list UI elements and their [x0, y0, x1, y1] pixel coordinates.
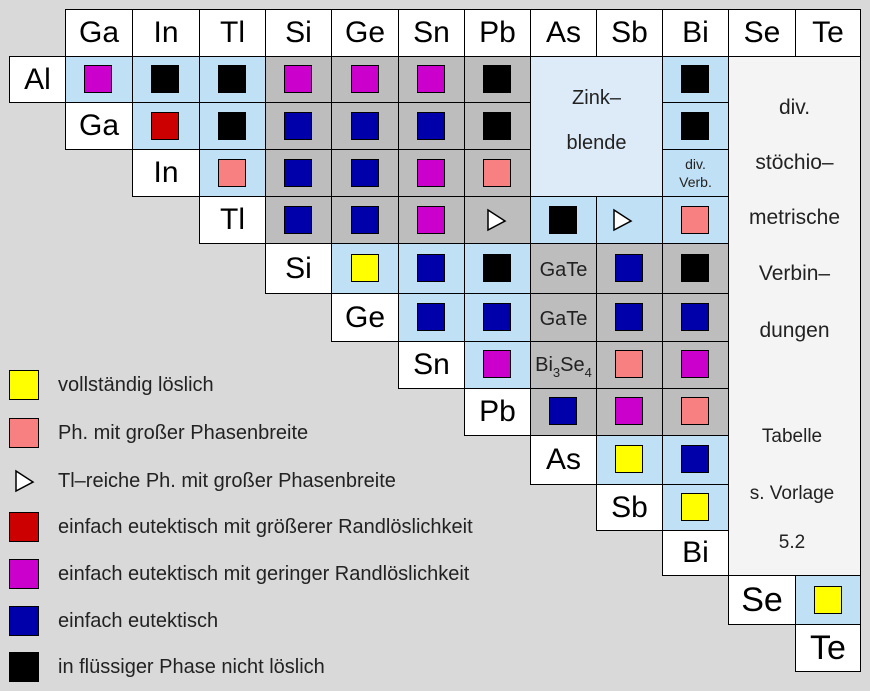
swatch-ga-si — [284, 112, 312, 140]
swatch-ga-in — [151, 112, 179, 140]
legend-label: in flüssiger Phase nicht löslich — [58, 656, 325, 678]
swatch-si-pb — [483, 254, 511, 282]
row-header-si: Si — [265, 243, 332, 294]
swatch-tl-ge — [351, 206, 379, 234]
zinkblende-label-line1: Zink– — [572, 87, 621, 109]
swatch-si-bi — [681, 254, 709, 282]
swatch-sn-sb — [615, 350, 643, 378]
swatch-sb-bi — [681, 493, 709, 521]
legend-swatch-magenta — [9, 559, 39, 589]
column-header-sb: Sb — [596, 9, 663, 57]
swatch-pb-sb — [615, 397, 643, 425]
column-header-bi: Bi — [662, 9, 729, 57]
zinkblende-region — [530, 56, 663, 197]
legend-label: Tl–reiche Ph. mit großer Phasenbreite — [58, 470, 396, 492]
column-header-tl: Tl — [199, 9, 266, 57]
legend-swatch-red — [9, 512, 39, 542]
swatch-in-sn — [417, 159, 445, 187]
swatch-al-sn — [417, 65, 445, 93]
column-header-pb: Pb — [464, 9, 531, 57]
triangle-icon — [609, 207, 635, 233]
row-header-pb: Pb — [464, 388, 531, 436]
swatch-as-bi — [681, 445, 709, 473]
row-header-al: Al — [9, 56, 66, 103]
column-header-ga: Ga — [65, 9, 133, 57]
swatch-al-si — [284, 65, 312, 93]
swatch-ga-ge — [351, 112, 379, 140]
zinkblende-label-line2: blende — [566, 132, 627, 154]
row-header-ga: Ga — [65, 102, 133, 150]
swatch-pb-as — [549, 397, 577, 425]
bi3se4-label: $Bi_3Se_4$ — [535, 354, 592, 380]
column-header-as: As — [530, 9, 597, 57]
swatch-si-sb — [615, 254, 643, 282]
swatch-al-pb — [483, 65, 511, 93]
row-header-ge: Ge — [331, 293, 399, 342]
legend-swatch-black — [9, 652, 39, 682]
gate-label-si-as: GaTe — [539, 259, 588, 281]
legend-label: vollständig löslich — [58, 374, 214, 396]
row-header-se: Se — [728, 575, 796, 625]
swatch-al-ga — [84, 65, 112, 93]
div-col-line1: div. — [778, 96, 811, 119]
column-header-sn: Sn — [398, 9, 465, 57]
row-header-te: Te — [795, 624, 861, 672]
triangle-icon — [11, 468, 37, 494]
swatch-al-bi — [681, 65, 709, 93]
swatch-pb-bi — [681, 397, 709, 425]
swatch-ga-bi — [681, 112, 709, 140]
swatch-in-ge — [351, 159, 379, 187]
tabelle-line3: 5.2 — [778, 532, 806, 553]
swatch-in-si — [284, 159, 312, 187]
swatch-ge-sb — [615, 303, 643, 331]
triangle-icon — [483, 207, 509, 233]
tabelle-line2: s. Vorlage — [749, 483, 835, 504]
swatch-tl-bi — [681, 206, 709, 234]
legend-swatch-salmon — [9, 418, 39, 448]
column-header-si: Si — [265, 9, 332, 57]
legend-swatch-blue — [9, 606, 39, 636]
row-header-sn: Sn — [398, 341, 465, 389]
legend-label: einfach eutektisch mit geringer Randlöslichkeit — [58, 563, 470, 585]
div-col-line2: stöchio– — [755, 151, 834, 174]
gate-label-ge-as: GaTe — [539, 308, 588, 330]
row-header-as: As — [530, 435, 597, 485]
div-col-line5: dungen — [759, 319, 830, 342]
legend-label: einfach eutektisch — [58, 610, 219, 632]
swatch-al-tl — [218, 65, 246, 93]
swatch-in-pb — [483, 159, 511, 187]
swatch-as-sb — [615, 445, 643, 473]
swatch-ge-pb — [483, 303, 511, 331]
swatch-ga-sn — [417, 112, 445, 140]
swatch-ge-bi — [681, 303, 709, 331]
div-col-line4: Verbin– — [758, 262, 831, 285]
div-verb-label-line1: div. — [685, 156, 706, 172]
column-header-in: In — [132, 9, 200, 57]
legend-label: Ph. mit großer Phasenbreite — [58, 422, 309, 444]
swatch-in-tl — [218, 159, 246, 187]
swatch-ga-tl — [218, 112, 246, 140]
swatch-tl-si — [284, 206, 312, 234]
column-header-ge: Ge — [331, 9, 399, 57]
swatch-sn-pb — [483, 350, 511, 378]
column-header-te: Te — [795, 9, 861, 57]
div-col-line3: metrische — [748, 206, 841, 229]
row-header-bi: Bi — [662, 530, 729, 576]
row-header-tl: Tl — [199, 196, 266, 244]
tabelle-line1: Tabelle — [761, 426, 823, 447]
swatch-al-ge — [351, 65, 379, 93]
swatch-tl-as — [549, 206, 577, 234]
swatch-sn-bi — [681, 350, 709, 378]
div-verb-label-line2: Verb. — [679, 174, 712, 190]
row-header-sb: Sb — [596, 484, 663, 531]
swatch-tl-sn — [417, 206, 445, 234]
swatch-si-ge — [351, 254, 379, 282]
column-header-se: Se — [728, 9, 796, 57]
legend-label: einfach eutektisch mit größerer Randlöslichkeit — [58, 516, 473, 538]
swatch-al-in — [151, 65, 179, 93]
swatch-se-te — [814, 586, 842, 614]
legend-swatch-yellow — [9, 370, 39, 400]
row-header-in: In — [132, 149, 200, 197]
swatch-si-sn — [417, 254, 445, 282]
swatch-ga-pb — [483, 112, 511, 140]
swatch-ge-sn — [417, 303, 445, 331]
